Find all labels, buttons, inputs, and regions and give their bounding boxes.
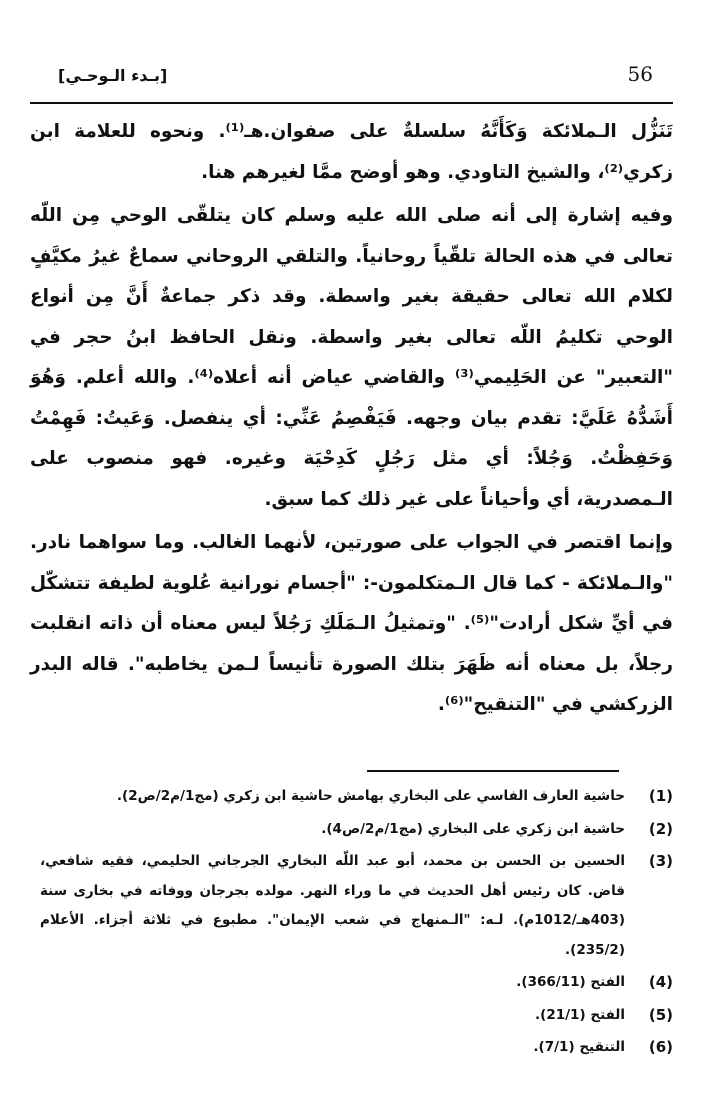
footnote-number: (6): [648, 1038, 673, 1056]
footnote-text: التنقيح (7/1).: [533, 1039, 625, 1055]
paragraph: وإنما اقتصر في الجواب على صورتين، لأنهما الغالب. وما سواهما نادر. "والـملائكة - كما قال الـمتكلمون-: "أجسام نورانية عُلوية لطيفة تتشكّل في أيِّ شكل أرادت"⁽⁵⁾. "وتمثيلُ الـمَلَكِ رَجُلاً ليس معناه أن ذاته انقلبت رجلاً، بل معناه أنه ظَهَرَ بتلك الصورة تأنيساً لـمن يخاطبه". قاله البدر الزركشي في "التنقيح"⁽⁶⁾.: [30, 532, 673, 715]
page-header: [30, 56, 673, 104]
footnote-number: (4): [648, 973, 673, 991]
footnote-item: [40, 782, 673, 812]
footnote-text: الفتح (21/1).: [535, 1006, 625, 1023]
page-number: 56: [627, 62, 653, 86]
footnote-item: [40, 1033, 673, 1063]
footnote-text: الحسين بن الحسن بن محمد، أبو عبد اللّه البخاري الجرجاني الحليمي، فقيه شافعي، قاض. كان رئيس أهل الحديث في ما وراء النهر. مولده بجرجان ووفاته في بخارى سنة (403هـ/1012م). لـه: "الـمنهاج في شعب الإيمان". مطبوع في ثلاثة أجزاء. الأعلام (235/2).: [40, 853, 625, 958]
footnote-number: (3): [648, 852, 673, 870]
footnote-text: حاشية ابن زكري على البخاري (مج1/م2/ص4).: [321, 820, 625, 837]
footnote-number: (5): [648, 1005, 673, 1024]
footnote-item: [40, 968, 673, 998]
footnote-text: الفتح (366/11).: [516, 974, 625, 990]
running-title: [بـدء الـوحـي]: [58, 66, 168, 85]
footnote-item: [40, 815, 673, 845]
paragraph: وفيه إشارة إلى أنه صلى الله عليه وسلم كان يتلقّى الوحي مِن اللّه تعالى في هذه الحالة تلقّياً روحانياً. والتلقي الروحاني سماعٌ غيرُ مكيَّفٍ لكلام الله تعالى حقيقة بغير واسطة. وقد ذكر جماعةٌ أَنَّ مِن أنواع الوحي تكليمُ اللّه تعالى بغير واسطة. ونقل الحافظ ابنُ حجر في "التعبير" عن الحَلِيمي⁽³⁾ والقاضي عياض أنه أعلاه⁽⁴⁾. والله أعلم. وَهُوَ أَشَدُّهُ عَلَيَّ: تقدم بيان وجهه. فَيَفْصِمُ عَنِّي: أي ينفصل. وَعَيتُ: فَهِمْتُ وَحَفِظْتُ. وَجُلاً: أي مثل رَجُلٍ كَدِحْيَة وغيره. فهو منصوب على الـمصدرية، أي وأحياناً على غير ذلك كما سبق.: [30, 205, 674, 510]
footnote-number: (1): [648, 787, 673, 805]
main-text: [30, 112, 673, 729]
footnote-text: حاشية العارف الفاسي على البخاري بهامش حاشية ابن زكري (مج1/م2/ص2).: [116, 788, 625, 804]
footnote-item: [40, 1001, 673, 1031]
footnotes: [40, 782, 673, 1066]
footnote-divider: [367, 770, 619, 772]
footnote-number: (2): [648, 819, 673, 838]
paragraph: تَنَزُّل الـملائكة وَكَأَنَّهُ سلسلةٌ على صفوان.هـ⁽¹⁾. ونحوه للعلامة ابن زكري⁽²⁾، والشيخ التاودي. وهو أوضح ممَّا لغيرهم هنا.: [30, 121, 674, 183]
footnote-item: [40, 847, 673, 965]
